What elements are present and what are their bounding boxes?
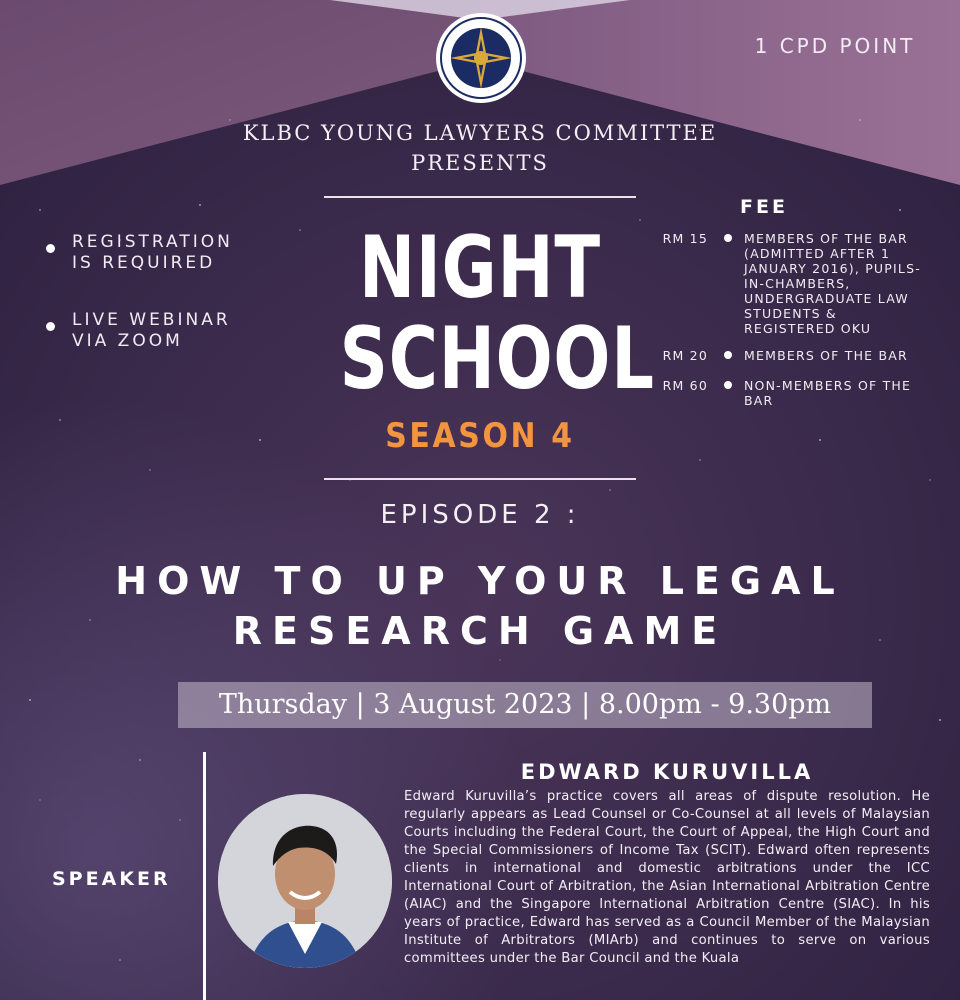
bar-association-logo xyxy=(436,13,526,103)
speaker-photo xyxy=(218,794,392,968)
bullet-icon xyxy=(46,244,55,253)
fee-description: NON-MEMBERS OF THE BAR xyxy=(744,378,912,408)
episode-label: EPISODE 2 : xyxy=(380,500,580,530)
bullet-icon xyxy=(724,381,732,389)
schedule-text: Thursday | 3 August 2023 | 8.00pm - 9.30pm xyxy=(218,689,832,720)
speaker-divider xyxy=(203,752,206,1000)
fee-heading: FEE xyxy=(740,196,788,218)
speaker-name: EDWARD KURUVILLA xyxy=(520,760,814,784)
season-label: SEASON 4 xyxy=(385,416,575,456)
session-title xyxy=(60,556,900,656)
bullet-icon xyxy=(724,351,732,359)
presenter xyxy=(180,118,780,178)
fee-amount: RM 15 xyxy=(662,231,708,246)
fee-amount: RM 60 xyxy=(662,378,708,393)
fee-description: MEMBERS OF THE BAR (ADMITTED AFTER 1 JANUARY 2016), PUPILS-IN-CHAMBERS, UNDERGRADUATE LAW STUDENTS & REGISTERED OKU xyxy=(744,231,921,336)
divider-bottom xyxy=(324,478,636,480)
event-name-line-2: SCHOOL xyxy=(339,309,655,409)
bullet-icon xyxy=(46,322,55,331)
presenter-line-1: KLBC YOUNG LAWYERS COMMITTEE xyxy=(242,121,718,145)
presenter-line-2: PRESENTS xyxy=(411,151,549,175)
divider-top xyxy=(324,196,636,198)
speaker-label: SPEAKER xyxy=(52,868,171,890)
bar-association-emblem-icon xyxy=(436,13,526,103)
session-title-line-2: RESEARCH GAME xyxy=(232,609,728,653)
cpd-points: 1 CPD POINT xyxy=(754,34,916,58)
event-name-line-1: NIGHT xyxy=(359,218,601,318)
session-title-line-1: HOW TO UP YOUR LEGAL xyxy=(115,559,845,603)
bullet-icon xyxy=(724,234,732,242)
fee-amount: RM 20 xyxy=(662,348,708,363)
fee-description: MEMBERS OF THE BAR xyxy=(744,348,908,363)
speaker-portrait-icon xyxy=(218,794,392,968)
speaker-bio: Edward Kuruvilla’s practice covers all areas of dispute resolution. He regularly appears as Lead Counsel or Co-Counsel at all levels of Malaysian Courts including the Federal Court, the Court of Appeal, the High Court and the Special Commissioners of Income Tax (SCIT). Edward often represents clients in international and domestic arbitrations under the ICC International Court of Arbitration, the Asian International Arbitration Centre (AIAC) and the Singapore International Arbitration Centre (SIAC). In his years of practice, Edward has served as a Council Member of the Malaysian Institute of Arbitrators (MIArb) and continues to serve on various committees under the Bar Council and the Kuala xyxy=(404,789,930,966)
